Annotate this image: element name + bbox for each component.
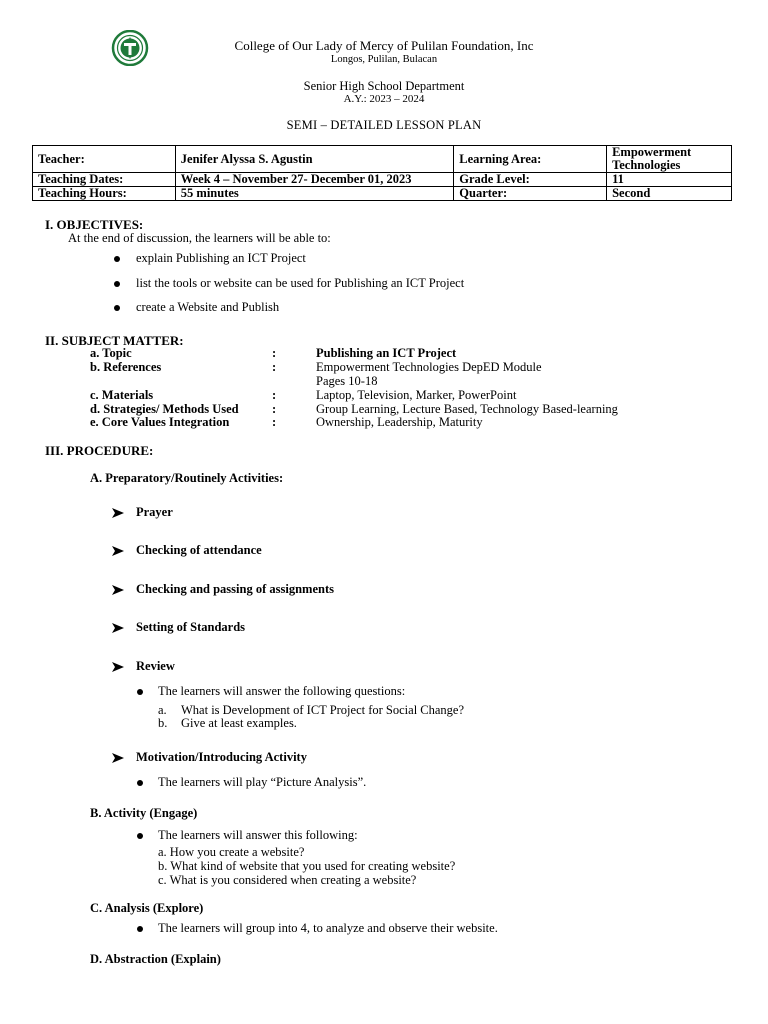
bullet-icon — [114, 281, 120, 287]
lesson-info-table — [32, 145, 732, 201]
activity-item: Checking and passing of assignments — [136, 582, 334, 596]
grade-level-label: Grade Level: — [454, 173, 607, 187]
document-title: SEMI – DETAILED LESSON PLAN — [286, 118, 482, 132]
objective-item: list the tools or website can be used for Publishing an ICT Project — [136, 276, 465, 290]
references-pages: Pages 10-18 — [316, 374, 378, 388]
grade-level-value: 11 — [607, 173, 732, 187]
subject-row-colon: : — [272, 415, 277, 429]
objective-item: create a Website and Publish — [136, 300, 280, 314]
activity-item: Checking of attendance — [136, 543, 262, 557]
objectives-heading: I. OBJECTIVES: — [45, 217, 144, 232]
bullet-icon — [137, 689, 143, 695]
objectives-intro: At the end of discussion, the learners will be able to: — [68, 231, 331, 245]
subject-row-colon: : — [272, 346, 277, 360]
activity-item: Prayer — [136, 505, 173, 519]
materials-value: Laptop, Television, Marker, PowerPoint — [316, 388, 517, 402]
college-name: College of Our Lady of Mercy of Pulilan Foundation, Inc — [234, 38, 534, 53]
subject-row-colon: : — [272, 402, 277, 416]
review-question: Give at least examples. — [181, 716, 297, 730]
teacher-label: Teacher: — [33, 146, 176, 173]
arrow-bullet-icon — [112, 753, 124, 763]
subject-matter-heading: II. SUBJECT MATTER: — [45, 333, 184, 348]
subject-row-colon: : — [272, 360, 277, 374]
subject-row-label: d. Strategies/ Methods Used — [90, 402, 239, 416]
teaching-dates-value: Week 4 – November 27- December 01, 2023 — [175, 173, 453, 187]
bullet-icon — [114, 305, 120, 311]
bullet-icon — [137, 926, 143, 932]
table-row — [33, 173, 732, 187]
learning-area-label: Learning Area: — [454, 146, 607, 173]
subject-row-label: a. Topic — [90, 346, 132, 360]
topic-value: Publishing an ICT Project — [316, 346, 457, 360]
teacher-value: Jenifer Alyssa S. Agustin — [175, 146, 453, 173]
activity-item: Motivation/Introducing Activity — [136, 750, 307, 764]
arrow-bullet-icon — [112, 585, 124, 595]
table-row — [33, 146, 732, 173]
activity-item: Review — [136, 659, 175, 673]
activity-bullet-text: The learners will answer this following: — [158, 828, 358, 842]
procedure-heading: III. PROCEDURE: — [45, 443, 154, 458]
activity-heading: B. Activity (Engage) — [90, 806, 198, 820]
academic-year: A.Y.: 2023 – 2024 — [343, 93, 425, 105]
analysis-bullet-text: The learners will group into 4, to analyze and observe their website. — [158, 921, 498, 935]
abstraction-heading: D. Abstraction (Explain) — [90, 952, 221, 966]
subject-row-label: b. References — [90, 360, 162, 374]
review-question: What is Development of ICT Project for Social Change? — [181, 703, 465, 717]
college-address: Longos, Pulilan, Bulacan — [330, 54, 438, 65]
teaching-dates-label: Teaching Dates: — [33, 173, 176, 187]
analysis-heading: C. Analysis (Explore) — [90, 901, 204, 915]
core-values-value: Ownership, Leadership, Maturity — [316, 415, 483, 429]
teaching-hours-value: 55 minutes — [175, 187, 453, 201]
motivation-bullet-text: The learners will play “Picture Analysis”. — [158, 775, 367, 789]
activity-question: a. How you create a website? — [158, 845, 305, 859]
bullet-icon — [137, 780, 143, 786]
quarter-label: Quarter: — [454, 187, 607, 201]
arrow-bullet-icon — [112, 508, 124, 518]
review-bullet-text: The learners will answer the following questions: — [158, 684, 406, 698]
strategies-value: Group Learning, Lecture Based, Technology Based-learning — [316, 402, 618, 416]
subject-row-label: c. Materials — [90, 388, 154, 402]
review-question-marker: a. — [158, 703, 167, 717]
arrow-bullet-icon — [112, 623, 124, 633]
bullet-icon — [114, 256, 120, 262]
objective-item: explain Publishing an ICT Project — [136, 251, 306, 265]
quarter-value: Second — [607, 187, 732, 201]
activity-item: Setting of Standards — [136, 620, 246, 634]
review-question-marker: b. — [158, 716, 168, 730]
preparatory-heading: A. Preparatory/Routinely Activities: — [90, 471, 284, 485]
table-row — [33, 187, 732, 201]
subject-row-label: e. Core Values Integration — [90, 415, 230, 429]
references-value: Empowerment Technologies DepED Module — [316, 360, 542, 374]
teaching-hours-label: Teaching Hours: — [33, 187, 176, 201]
arrow-bullet-icon — [112, 546, 124, 556]
learning-area-value: Empowerment Technologies — [607, 146, 732, 173]
department-name: Senior High School Department — [303, 79, 465, 93]
bullet-icon — [137, 833, 143, 839]
activity-question: c. What is you considered when creating a website? — [158, 873, 417, 887]
arrow-bullet-icon — [112, 662, 124, 672]
subject-row-colon: : — [272, 388, 277, 402]
activity-question: b. What kind of website that you used for creating website? — [158, 859, 456, 873]
